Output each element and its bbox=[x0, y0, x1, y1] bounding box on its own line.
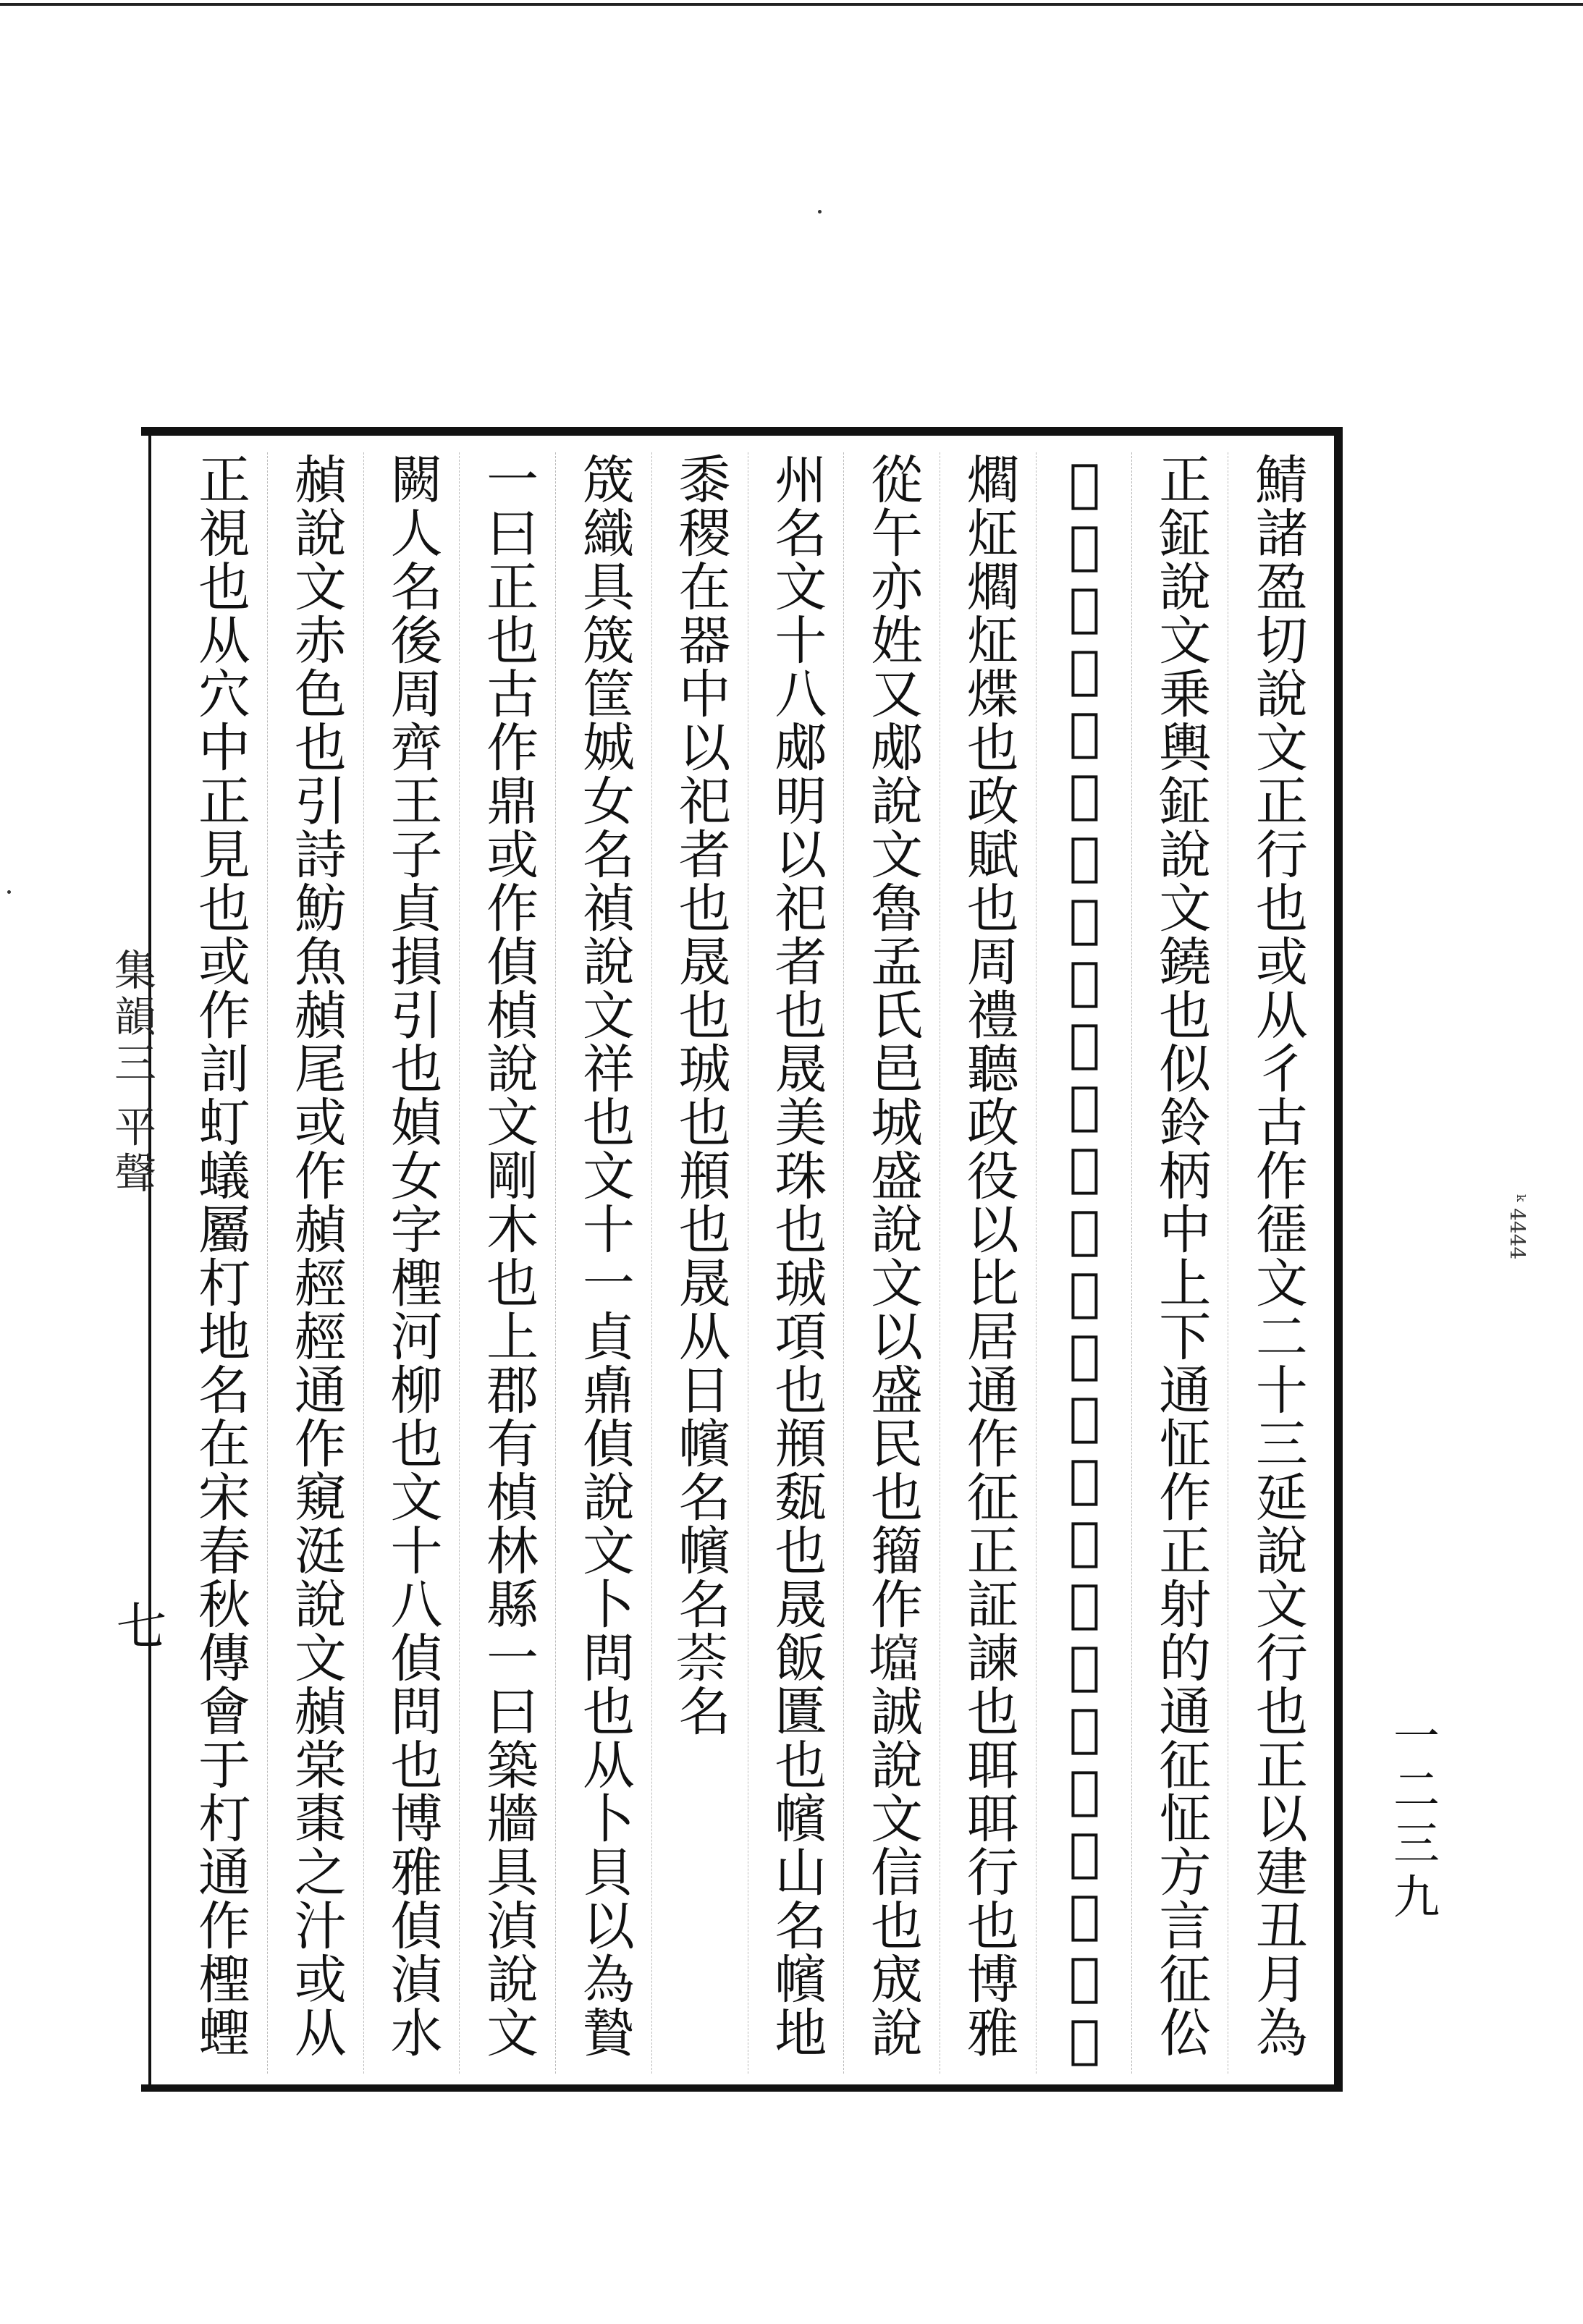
leaf-number: 七 bbox=[108, 1600, 167, 1650]
scan-speck bbox=[7, 890, 11, 894]
scan-speck bbox=[818, 210, 822, 214]
text-column-10: 闕人名後周齊王子貞損引也媜女字檉河柳也文十八偵問也博雅偵湞水 bbox=[366, 452, 460, 2074]
side-mark: ᵏ 4444 bbox=[1506, 1194, 1529, 1260]
text-column-8: 筬織具筬筐娍女名禎說文祥也文十一貞鼑偵說文卜問也从卜貝以為贄 bbox=[558, 452, 652, 2074]
text-column-4: 爓炡爓炡煠也政賦也周禮聽政役以比居通作征正証諫也聑聑行也博雅 bbox=[942, 452, 1037, 2074]
text-column-5: 從午亦姓又郕說文魯孟氏邑城盛說文以盛民也籀作𡑣誠說文信也宬說 bbox=[846, 452, 940, 2074]
top-edge-rule bbox=[0, 3, 1583, 6]
text-column-2: 正鉦說文乗輿鉦說文鐃也似鈴柄中上下通怔作正射的通征怔方言征伀 bbox=[1134, 452, 1228, 2074]
text-column-11: 赬說文赤色也引詩魴魚赬尾或作赬䞓䞓通作窺涏說文赬棠棗之汁或从 bbox=[270, 452, 364, 2074]
page-number: 一二三九 bbox=[1385, 1712, 1439, 1926]
text-column-6: 州名文十八郕明以祀者也晟美珠也珹項也頩瓾也晟飯匱也㡦山名㡦地 bbox=[750, 452, 844, 2074]
text-column-12: 正視也从穴中正見也或作䚯虰蟻屬朾地名在宋春秋傳會于朾通作檉蟶 bbox=[174, 452, 268, 2074]
frame-left-rule bbox=[148, 434, 151, 2092]
text-column-9: 一曰正也古作鼎或作偵楨說文剛木也上郡有楨林縣一曰築牆具湞說文 bbox=[462, 452, 556, 2074]
margin-title: 集韻三 平聲 bbox=[107, 948, 156, 1198]
text-column-3: 𥄂正視也𥄂眐獨征征衳小兒衣也䳌鳥名方言齊魯間謂題肩為 bbox=[1038, 452, 1132, 2074]
text-column-7: 黍稷在器中以祀者也晟也珹也頩也晟从日㡦名㡦名𦯬名 bbox=[654, 452, 748, 2074]
text-columns bbox=[174, 452, 1325, 2074]
text-column-1: 鯖諸盈切說文正行也或从彳古作徰文二十三延說文行也正以建丑月為 bbox=[1246, 452, 1308, 2059]
